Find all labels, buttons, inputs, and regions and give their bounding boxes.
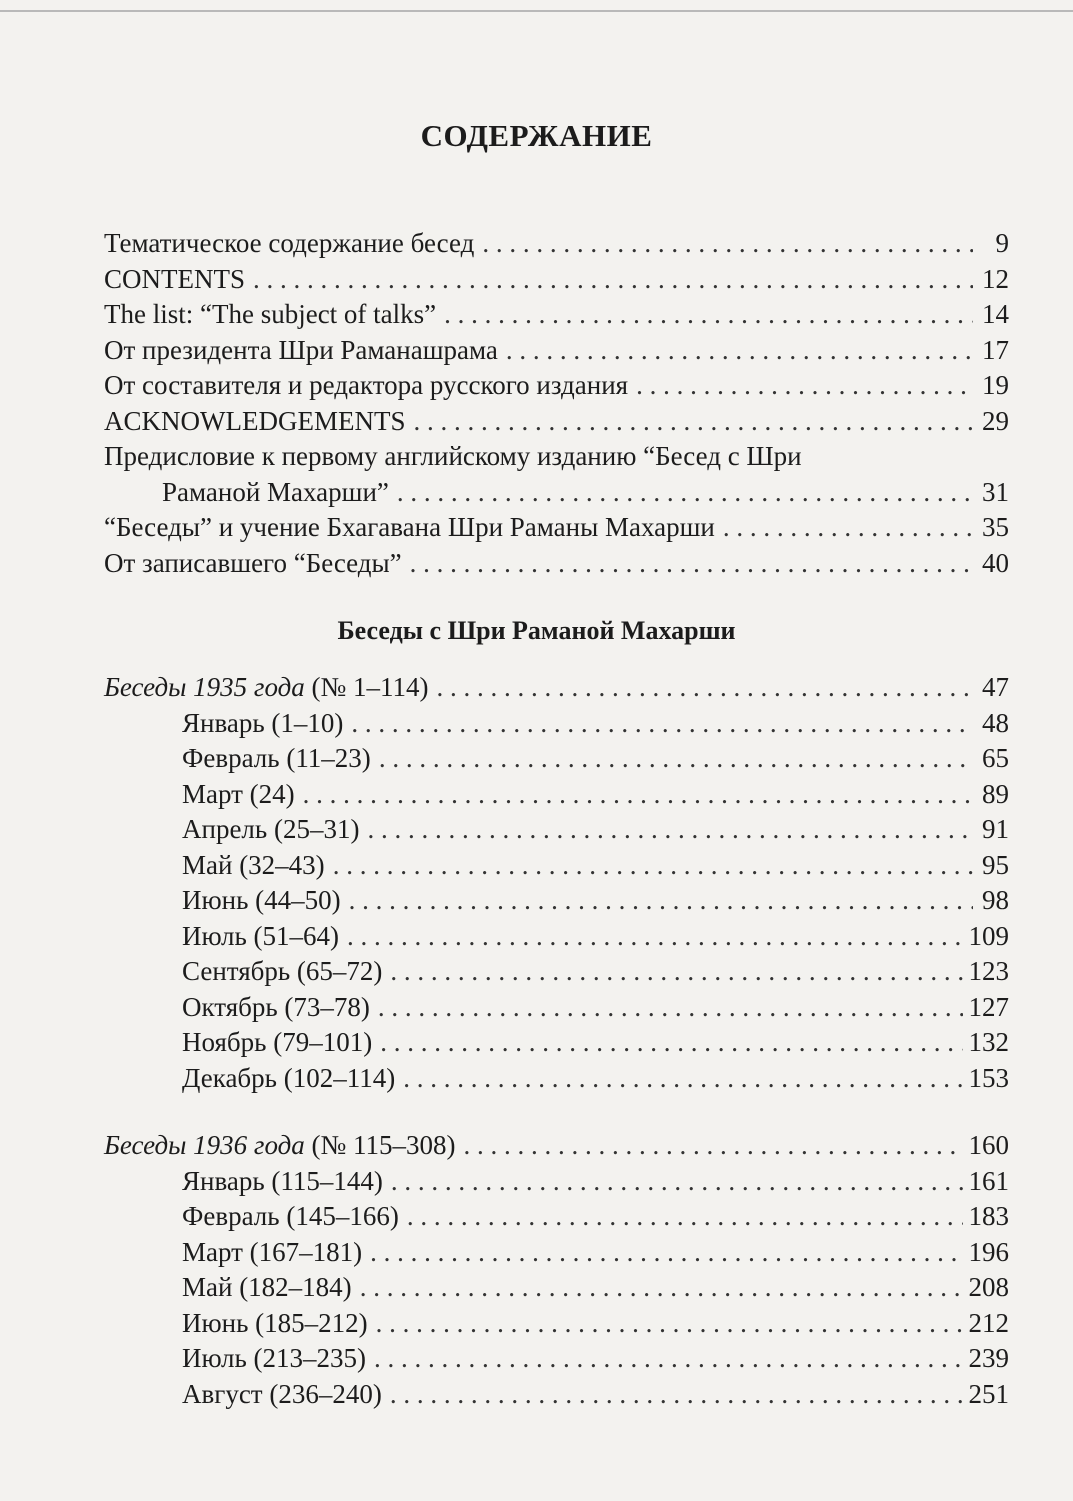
page-number: 183 bbox=[968, 1201, 1009, 1231]
page-number: 14 bbox=[982, 299, 1009, 329]
year-range: (№ 1–114) bbox=[311, 672, 429, 702]
toc-month-entry[interactable]: Февраль (11–23) . . . 65 bbox=[104, 741, 1009, 777]
page-number: 9 bbox=[995, 228, 1009, 258]
page-number: 12 bbox=[982, 263, 1009, 294]
page-number: 109 bbox=[968, 920, 1009, 951]
page-number: 251 bbox=[968, 1378, 1009, 1409]
dot-leader bbox=[360, 1270, 963, 1306]
page-number: 29 bbox=[982, 405, 1009, 436]
page-number: 212 bbox=[968, 1307, 1009, 1338]
toc-entry[interactable]: CONTENTS . . . 12 bbox=[104, 262, 1009, 298]
dot-leader bbox=[464, 1128, 963, 1164]
section-heading: Беседы с Шри Раманой Махарши bbox=[337, 616, 736, 645]
toc-month-entry[interactable]: Декабрь (102–114) . . . 153 bbox=[104, 1061, 1009, 1097]
page-number: 31 bbox=[982, 476, 1009, 507]
toc-entry-continuation[interactable]: Раманой Махарши” . . . 31 bbox=[104, 475, 1009, 511]
dot-leader bbox=[636, 368, 973, 404]
page-number: 127 bbox=[968, 991, 1009, 1022]
toc-month-entry[interactable]: Август (236–240) . . . 251 bbox=[104, 1377, 1009, 1413]
dot-leader bbox=[390, 954, 962, 990]
toc-year-entry[interactable] bbox=[104, 670, 1009, 706]
toc-month-entry[interactable]: Март (167–181) . . . 196 bbox=[104, 1235, 1009, 1271]
toc-month-entry[interactable]: Июль (213–235) . . . 239 bbox=[104, 1341, 1009, 1377]
toc-month-entry[interactable]: Январь (1–10) . . . 48 bbox=[104, 706, 1009, 742]
dot-leader bbox=[482, 226, 973, 262]
toc-entry[interactable]: От записавшего “Беседы” . . . 40 bbox=[104, 546, 1009, 582]
page-number: 91 bbox=[982, 814, 1009, 844]
page-number: 196 bbox=[968, 1236, 1009, 1267]
dot-leader bbox=[374, 1341, 962, 1377]
toc-month-entry[interactable]: Февраль (145–166) . . . 183 bbox=[104, 1199, 1009, 1235]
toc-month-entry[interactable]: Ноябрь (79–101) . . . 132 bbox=[104, 1025, 1009, 1061]
dot-leader bbox=[391, 1164, 963, 1200]
toc-entry[interactable]: ACKNOWLEDGEMENTS . . . 29 bbox=[104, 404, 1009, 440]
dot-leader bbox=[349, 883, 973, 919]
page-number: 132 bbox=[968, 1027, 1009, 1057]
dot-leader bbox=[403, 1061, 962, 1097]
toc-entry[interactable]: От составителя и редактора русского издания . . . 19 bbox=[104, 368, 1009, 404]
dot-leader bbox=[367, 812, 973, 848]
toc-month-entry[interactable]: Сентябрь (65–72) . . . 123 bbox=[104, 954, 1009, 990]
toc-entry[interactable]: Тематическое содержание бесед . . . 9 bbox=[104, 226, 1009, 262]
page-number: 48 bbox=[982, 707, 1009, 738]
dot-leader bbox=[390, 1377, 963, 1413]
toc-entry[interactable]: От президента Шри Раманашрама . . . 17 bbox=[104, 333, 1009, 369]
toc-entry[interactable]: The list: “The subject of talks” . . . 14 bbox=[104, 297, 1009, 333]
page-number: 35 bbox=[982, 512, 1009, 542]
page-number: 160 bbox=[968, 1130, 1009, 1160]
toc-month-entry[interactable]: Июнь (44–50) . . . 98 bbox=[104, 883, 1009, 919]
toc-month-entry[interactable]: Июнь (185–212) . . . 212 bbox=[104, 1306, 1009, 1342]
toc-month-entry[interactable]: Январь (115–144) . . . 161 bbox=[104, 1164, 1009, 1200]
toc-month-entry[interactable]: Июль (51–64) . . . 109 bbox=[104, 919, 1009, 955]
toc-month-entry[interactable]: Март (24) . . . 89 bbox=[104, 777, 1009, 813]
dot-leader bbox=[351, 706, 973, 742]
dot-leader bbox=[397, 475, 973, 511]
page-title: СОДЕРЖАНИЕ bbox=[420, 118, 653, 153]
year-range: (№ 115–308) bbox=[311, 1130, 456, 1160]
dot-leader bbox=[303, 777, 973, 813]
toc-entry[interactable]: “Беседы” и учение Бхагавана Шри Раманы Махарши . . . 35 bbox=[104, 510, 1009, 546]
dot-leader bbox=[723, 510, 973, 546]
dot-leader bbox=[347, 919, 962, 955]
page-number: 65 bbox=[982, 743, 1009, 773]
page-number: 208 bbox=[968, 1272, 1009, 1302]
top-rule bbox=[0, 10, 1073, 12]
dot-leader bbox=[437, 670, 973, 706]
year-1936-list bbox=[104, 1128, 1009, 1412]
year-title: Беседы 1935 года bbox=[104, 672, 305, 702]
dot-leader bbox=[407, 1199, 963, 1235]
page-number: 239 bbox=[968, 1343, 1009, 1373]
dot-leader bbox=[506, 333, 973, 369]
dot-leader bbox=[376, 1306, 963, 1342]
toc-month-entry[interactable]: Май (182–184) . . . 208 bbox=[104, 1270, 1009, 1306]
dot-leader bbox=[413, 404, 973, 440]
page-number: 47 bbox=[982, 672, 1009, 702]
toc-entry-first-line[interactable]: Предисловие к первому английскому изданию “Бесед с Шри bbox=[104, 441, 802, 471]
dot-leader bbox=[410, 546, 973, 582]
front-matter-list bbox=[104, 226, 1009, 581]
page-number: 40 bbox=[982, 547, 1009, 578]
year-1935-list bbox=[104, 670, 1009, 1096]
page-number: 98 bbox=[982, 885, 1009, 915]
dot-leader bbox=[380, 1025, 962, 1061]
toc-month-entry[interactable]: Октябрь (73–78) . . . 127 bbox=[104, 990, 1009, 1026]
dot-leader bbox=[370, 1235, 962, 1271]
page-number: 161 bbox=[968, 1165, 1009, 1196]
page-number: 95 bbox=[982, 849, 1009, 880]
page-number: 123 bbox=[968, 956, 1009, 986]
dot-leader bbox=[333, 848, 973, 884]
dot-leader bbox=[253, 262, 973, 298]
toc-year-entry[interactable] bbox=[104, 1128, 1009, 1164]
year-title: Беседы 1936 года bbox=[104, 1130, 305, 1160]
page-number: 153 bbox=[968, 1062, 1009, 1093]
dot-leader bbox=[379, 741, 973, 777]
toc-month-entry[interactable]: Май (32–43) . . . 95 bbox=[104, 848, 1009, 884]
page-number: 19 bbox=[982, 370, 1009, 400]
toc-month-entry[interactable]: Апрель (25–31) . . . 91 bbox=[104, 812, 1009, 848]
dot-leader bbox=[378, 990, 963, 1026]
page-number: 89 bbox=[982, 778, 1009, 809]
dot-leader bbox=[444, 297, 973, 333]
page-number: 17 bbox=[982, 334, 1009, 365]
